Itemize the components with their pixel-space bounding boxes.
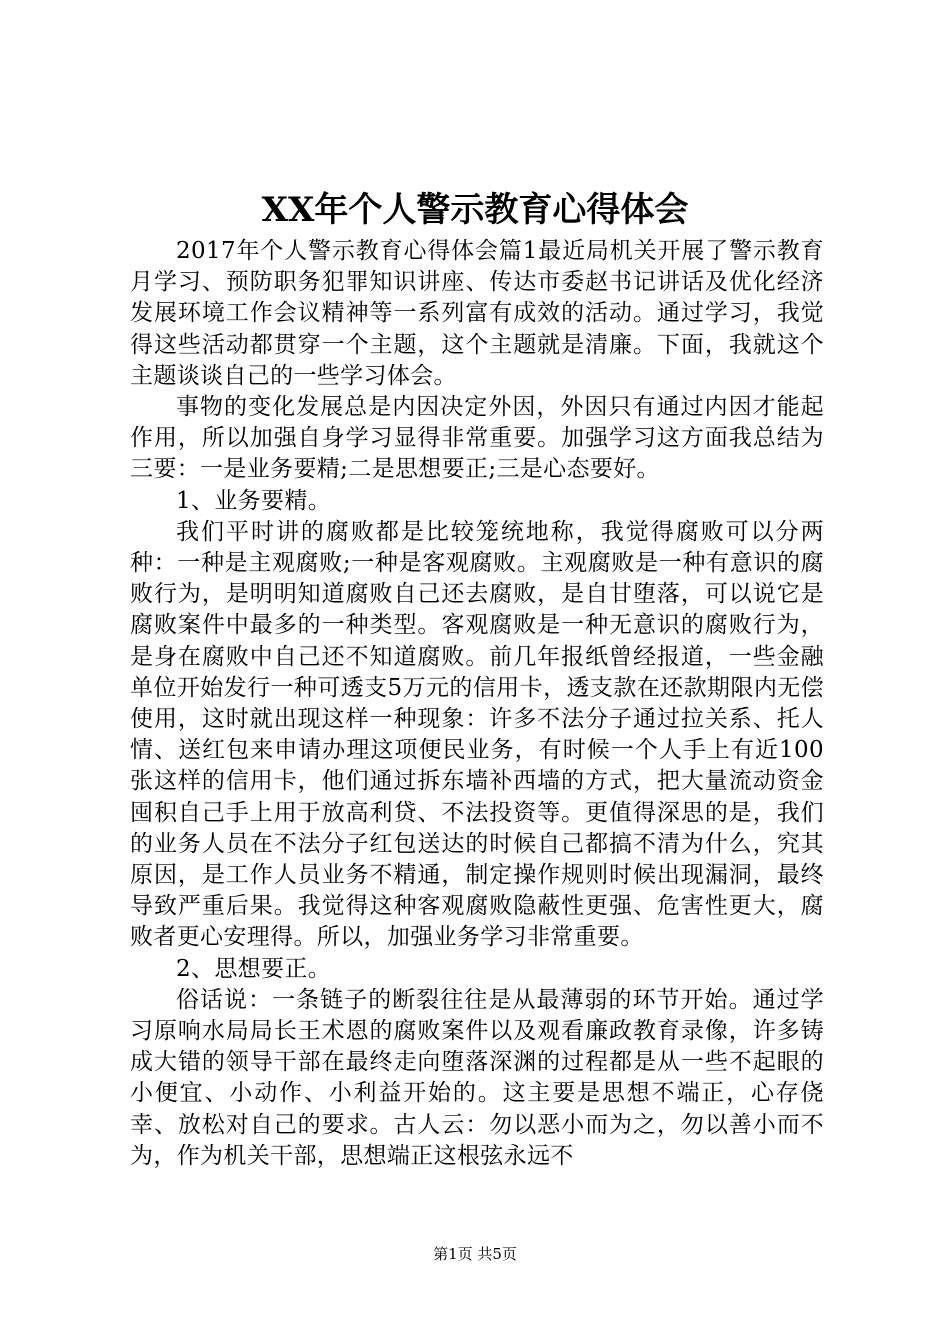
section-heading-business: 1、业务要精。 <box>176 487 332 514</box>
document-title: XX年个人警示教育心得体会 <box>261 190 689 230</box>
paragraph-intro: 2017年个人警示教育心得体会篇1最近局机关开展了警示教育月学习、预防职务犯罪知识讲座、传达市委赵书记讲话及优化经济发展环境工作会议精神等一系列富有成效的活动。通过学习，我觉得这些活动都贯穿一个主题，这个主题就是清廉。下面，我就这个主题谈谈自己的一些学习体会。 <box>130 238 824 389</box>
document-body <box>130 236 824 1172</box>
page-number-footer: 第1页 共5页 <box>433 1245 517 1263</box>
paragraph-three-requirements: 事物的变化发展总是内因决定外因，外因只有通过内因才能起作用，所以加强自身学习显得非常重要。加强学习这方面我总结为三要：一是业务要精;二是思想要正;三是心态要好。 <box>130 394 824 483</box>
section-heading-thought: 2、思想要正。 <box>176 955 332 982</box>
paragraph-proverb: 俗话说：一条链子的断裂往往是从最薄弱的环节开始。通过学习原响水局局长王术恩的腐败案件以及观看廉政教育录像，许多铸成大错的领导干部在最终走向堕落深渊的过程都是从一些不起眼的小便宜、小动作、小利益开始的。这主要是思想不端正，心存侥幸、放松对自己的要求。古人云：勿以恶小而为之，勿以善小而不为，作为机关干部，思想端正这根弦永远不 <box>130 986 824 1169</box>
paragraph-corruption-types: 我们平时讲的腐败都是比较笼统地称，我觉得腐败可以分两种：一种是主观腐败;一种是客观腐败。主观腐败是一种有意识的腐败行为，是明明知道腐败自己还去腐败，是自甘堕落，可以说它是腐败案件中最多的一种类型。客观腐败是一种无意识的腐败行为，是身在腐败中自己还不知道腐败。前几年报纸曾经报道，一些金融单位开始发行一种可透支5万元的信用卡，透支款在还款期限内无偿使用，这时就出现这样一种现象：许多不法分子通过拉关系、托人情、送红包来申请办理这项便民业务，有时候一个人手上有近100张这样的信用卡，他们通过拆东墙补西墙的方式，把大量流动资金囤积自己手上用于放高利贷、不法投资等。更值得深思的是，我们的业务人员在不法分子红包送达的时候自己都搞不清为什么，究其原因，是工作人员业务不精通，制定操作规则时候出现漏洞，最终导致严重后果。我觉得这种客观腐败隐蔽性更强、危害性更大，腐败者更心安理得。所以，加强业务学习非常重要。 <box>130 518 824 951</box>
